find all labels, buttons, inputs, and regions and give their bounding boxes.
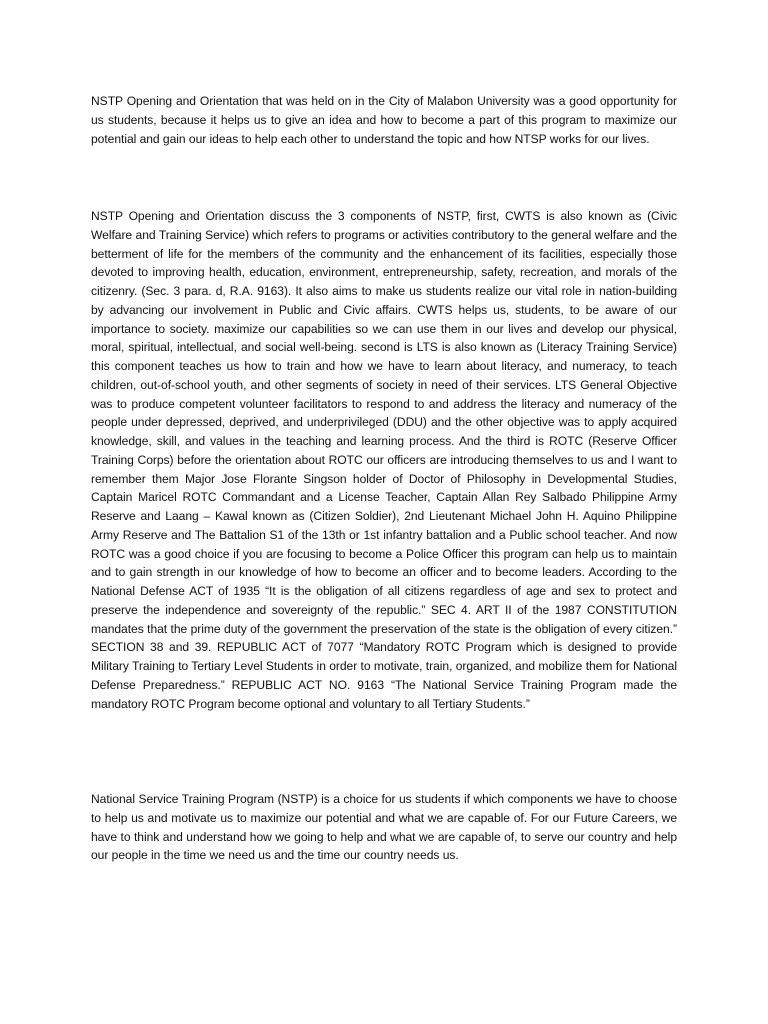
paragraph-nstp-components: NSTP Opening and Orientation discuss the 3 components of NSTP, first, CWTS is also known as (Civic Welfare and Training Service) which refers to programs or activities contributory to the general welfare and the betterment of life for the members of the community and the enhancement of its facilities, especially those devoted to improving health, education, environment, entrepreneurship, safety, recreation, and morals of the citizenry. (Sec. 3 para. d, R.A. 9163). It also aims to make us students realize our vital role in nation-building by advancing our involvement in Public and Civic affairs. CWTS helps us, students, to be aware of our importance to society. maximize our capabilities so we can use them in our lives and develop our physical, moral, spiritual, intellectual, and social well-being. second is LTS is also known as (Literacy Training Service) this component teaches us how to train and how we have to learn about literacy, and numeracy, to teach children, out-of-school youth, and other segments of society in need of their services. LTS General Objective was to produce competent volunteer facilitators to respond to and address the literacy and numeracy of the people under depressed, deprived, and underprivileged (DDU) and the other objective was to apply acquired knowledge, skill, and values in the teaching and learning process. And the third is ROTC (Reserve Officer Training Corps) before the orientation about ROTC our officers are introducing themselves to us and I want to remember them Major Jose Florante Singson holder of Doctor of Philosophy in Developmental Studies, Captain Maricel ROTC Commandant and a License Teacher, Captain Allan Rey Salbado Philippine Army Reserve and Laang – Kawal known as (Citizen Soldier), 2nd Lieutenant Michael John H. Aquino Philippine Army Reserve and The Battalion S1 of the 13th or 1st infantry battalion and a Public school teacher. And now ROTC was a good choice if you are focusing to become a Police Officer this program can help us to maintain and to gain strength in our knowledge of how to become an officer and to become leaders. According to the National Defense ACT of 1935 “It is the obligation of all citizens regardless of age and sex to protect and preserve the independence and sovereignty of the republic.” SEC 4. ART II of the 1987 CONSTITUTION mandates that the prime duty of the government the preservation of the state is the obligation of every citizen.” SECTION 38 and 39. REPUBLIC ACT of 7077 “Mandatory ROTC Program which is designed to provide Military Training to Tertiary Level Students in order to motivate, train, organized, and mobilize them for National Defense Preparedness.” REPUBLIC ACT NO. 9163 “The National Service Training Program made the mandatory ROTC Program become optional and voluntary to all Tertiary Students.” xyxy=(91,209,677,711)
paragraph-introduction: NSTP Opening and Orientation that was held on in the City of Malabon University was a good opportunity for us students, because it helps us to give an idea and how to become a part of this program to maximize our potential and gain our ideas to help each other to understand the topic and how NTSP works for our lives. xyxy=(91,94,677,146)
paragraph-conclusion: National Service Training Program (NSTP) is a choice for us students if which components we have to choose to help us and motivate us to maximize our potential and what we are capable of. For our Future Careers, we have to think and understand how we going to help and what we are capable of, to serve our country and help our people in the time we need us and the time our country needs us. xyxy=(91,792,677,863)
